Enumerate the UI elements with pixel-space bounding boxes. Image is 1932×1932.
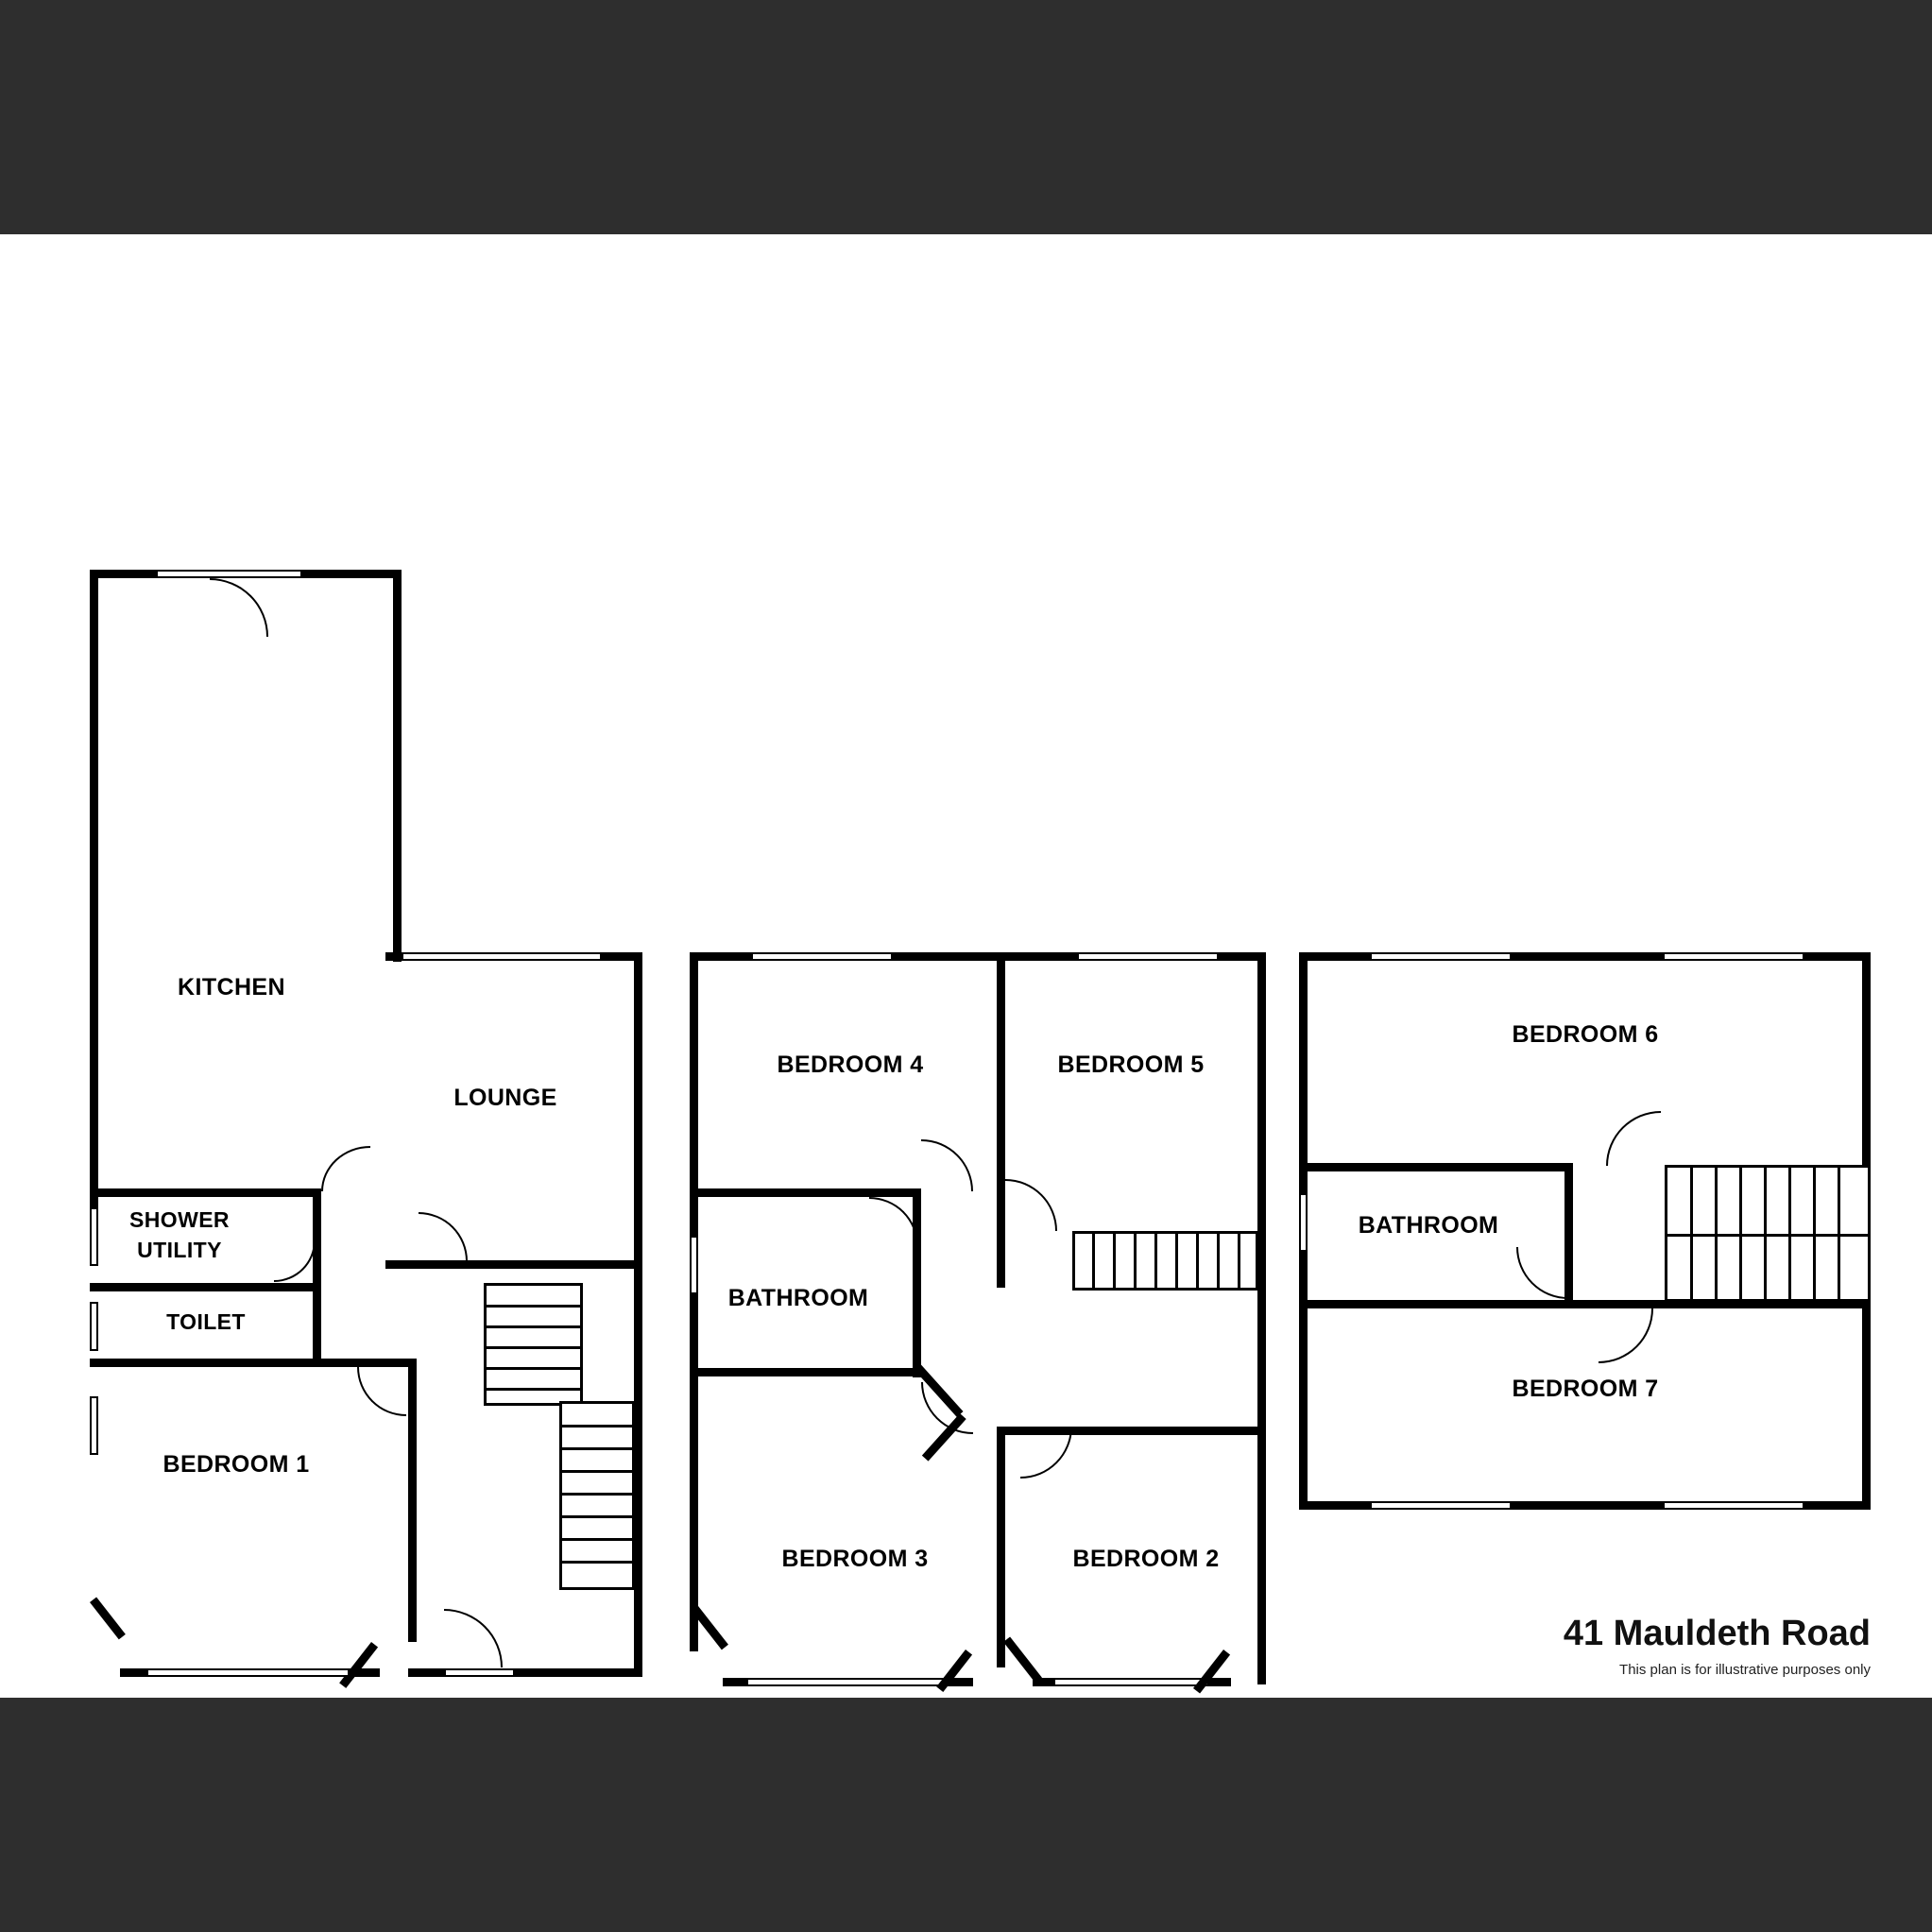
window-bedroom6-top-right	[1663, 952, 1804, 961]
door-bedroom1	[357, 1367, 406, 1416]
room-label-toilet: TOILET	[166, 1309, 246, 1334]
door-bathroom-first	[869, 1197, 918, 1246]
wall-bedroom1-right	[408, 1359, 417, 1642]
window-bathroom2-left	[1299, 1193, 1308, 1252]
wall-toilet-right	[313, 1291, 321, 1367]
room-label-shower: SHOWER	[129, 1207, 230, 1232]
staircase-first	[1072, 1231, 1258, 1291]
window-bedroom1-left	[90, 1396, 98, 1455]
plan-title: 41 Mauldeth Road	[1563, 1614, 1871, 1653]
window-bedroom3-bay	[746, 1678, 945, 1686]
wall-bedroom3-2-divider	[997, 1427, 1005, 1667]
window-bedroom7-bottom-left	[1370, 1501, 1512, 1510]
wall-lounge-right	[634, 952, 642, 1269]
wall-bathroom1-right	[913, 1188, 921, 1377]
door-bedroom6	[1606, 1111, 1661, 1166]
room-label-bedroom5: BEDROOM 5	[1057, 1051, 1205, 1078]
door-kitchen	[210, 578, 268, 637]
wall-first-left	[690, 952, 698, 1651]
window-kitchen-top	[156, 570, 302, 578]
window-hall-bottom	[444, 1668, 515, 1677]
window-bedroom5-top	[1077, 952, 1219, 961]
room-label-utility: UTILITY	[137, 1238, 222, 1262]
room-label-bathroom-second: BATHROOM	[1358, 1212, 1499, 1239]
wall-bedroom1-top	[313, 1359, 417, 1367]
window-bathroom1-left	[690, 1236, 698, 1294]
wall-bedroom1-bay-right	[339, 1642, 378, 1688]
wall-hall-right	[634, 1269, 642, 1675]
room-label-bedroom7: BEDROOM 7	[1512, 1376, 1659, 1402]
window-shower-left	[90, 1207, 98, 1266]
door-bedroom7	[1599, 1308, 1653, 1363]
staircase-ground-lower	[559, 1401, 635, 1590]
wall-bathroom1-top	[698, 1188, 921, 1197]
door-lounge-hall	[419, 1212, 468, 1261]
window-bedroom1-bay	[146, 1668, 350, 1677]
plan-disclaimer: This plan is for illustrative purposes only	[1619, 1662, 1871, 1678]
room-label-bedroom2: BEDROOM 2	[1072, 1546, 1220, 1572]
door-bedroom5	[1005, 1179, 1057, 1231]
floorplan-canvas	[0, 234, 1932, 1698]
wall-lounge-bottom	[385, 1260, 642, 1269]
wall-bedroom4-5-divider	[997, 952, 1005, 1288]
wall-bathroom2-top	[1299, 1163, 1573, 1171]
room-label-bedroom3: BEDROOM 3	[781, 1546, 929, 1572]
wall-kitchen-right	[393, 570, 402, 962]
window-toilet-left	[90, 1302, 98, 1351]
wall-bedroom1-bay-left	[90, 1597, 126, 1639]
room-label-bedroom6: BEDROOM 6	[1512, 1021, 1659, 1048]
staircase-ground-upper	[484, 1283, 583, 1406]
wall-first-right	[1257, 952, 1266, 1684]
window-bedroom7-bottom-right	[1663, 1501, 1804, 1510]
room-label-bedroom4: BEDROOM 4	[777, 1051, 924, 1078]
wall-bedroom7-top	[1299, 1300, 1871, 1308]
window-bedroom2-bay	[1053, 1678, 1209, 1686]
wall-bathroom1-bottom	[698, 1368, 921, 1376]
door-kitchen-lounge	[321, 1146, 370, 1191]
wall-shower-bottom	[90, 1283, 321, 1291]
window-lounge-top	[402, 952, 602, 961]
door-shower	[274, 1240, 316, 1282]
wall-toilet-bottom	[90, 1359, 321, 1367]
room-label-kitchen: KITCHEN	[178, 974, 285, 1000]
window-bedroom6-top-left	[1370, 952, 1512, 961]
room-label-lounge: LOUNGE	[453, 1085, 557, 1111]
wall-kitchen-left	[90, 570, 98, 1231]
wall-bedroom2-top	[997, 1427, 1266, 1435]
title-block	[1134, 1614, 1871, 1678]
door-bedroom3	[921, 1382, 973, 1434]
room-label-bathroom-first: BATHROOM	[727, 1285, 869, 1311]
wall-shower-top	[90, 1188, 321, 1197]
door-bathroom-second	[1516, 1247, 1568, 1299]
door-hall-front	[444, 1609, 503, 1667]
room-label-bedroom1: BEDROOM 1	[162, 1451, 310, 1478]
window-bedroom4-top	[751, 952, 893, 961]
letterbox-top	[0, 0, 1932, 234]
letterbox-bottom	[0, 1698, 1932, 1932]
staircase-second	[1665, 1165, 1871, 1302]
wall-bedroom2-bay-left	[1003, 1636, 1042, 1683]
door-bedroom4	[921, 1139, 973, 1191]
